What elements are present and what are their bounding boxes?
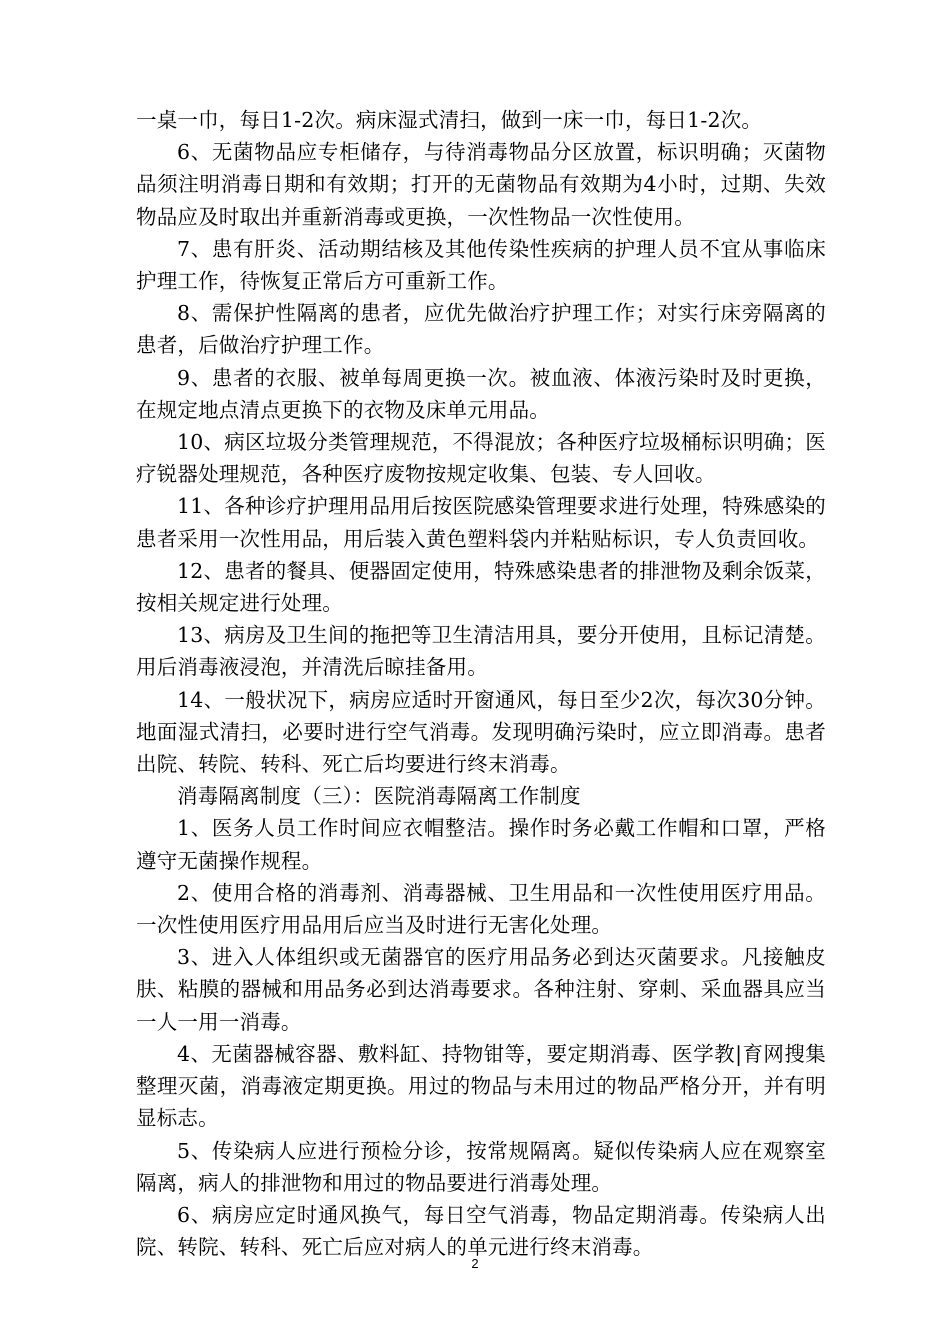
paragraph-rule-6-ward-ventilation: 6、病房应定时通风换气，每日空气消毒，物品定期消毒。传染病人出院、转院、转科、死亡后应对病人的单元进行终末消毒。 <box>136 1202 826 1260</box>
document-body <box>136 104 826 1263</box>
paragraph-continuation: 一桌一巾，每日1-2次。病床湿式清扫，做到一床一巾，每日1-2次。 <box>136 108 763 132</box>
paragraph-item-9-linen-change: 9、患者的衣服、被单每周更换一次。被血液、体液污染时及时更换，在规定地点清点更换下的衣物及床单元用品。 <box>136 365 826 422</box>
paragraph-item-13-cleaning-tools: 13、病房及卫生间的拖把等卫生清洁用具，要分开使用，且标记清楚。用后消毒液浸泡，并清洗后晾挂备用。 <box>136 623 826 680</box>
paragraph-rule-1-attire: 1、医务人员工作时间应衣帽整洁。操作时务必戴工作帽和口罩，严格遵守无菌操作规程。 <box>136 816 826 873</box>
paragraph-item-14-ventilation: 14、一般状况下，病房应适时开窗通风，每日至少2次，每次30分钟。地面湿式清扫，必要时进行空气消毒。发现明确污染时，应立即消毒。患者出院、转院、转科、死亡后均要进行终末消毒。 <box>136 687 826 777</box>
section-heading-part-three: 消毒隔离制度（三）：医院消毒隔离工作制度 <box>177 784 581 809</box>
paragraph-item-11-nursing-supplies: 11、各种诊疗护理用品用后按医院感染管理要求进行处理，特殊感染的患者采用一次性用品，用后装入黄色塑料袋内并粘贴标识，专人负责回收。 <box>136 494 826 551</box>
paragraph-item-8-protective-isolation: 8、需保护性隔离的患者，应优先做治疗护理工作；对实行床旁隔离的患者，后做治疗护理工作。 <box>136 301 826 358</box>
page-number: 2 <box>471 1256 479 1271</box>
paragraph-rule-3-sterilization: 3、进入人体组织或无菌器官的医疗用品务必到达灭菌要求。凡接触皮肤、粘膜的器械和用品务必到达消毒要求。各种注射、穿刺、采血器具应当一人一用一消毒。 <box>136 945 826 1034</box>
paragraph-rule-2-supplies: 2、使用合格的消毒剂、消毒器械、卫生用品和一次性使用医疗用品。一次性使用医疗用品用后应当及时进行无害化处理。 <box>136 880 826 938</box>
paragraph-rule-5-triage: 5、传染病人应进行预检分诊，按常规隔离。疑似传染病人应在观察室隔离，病人的排泄物和用过的物品要进行消毒处理。 <box>136 1138 826 1195</box>
paragraph-item-12-tableware: 12、患者的餐具、便器固定使用，特殊感染患者的排泄物及剩余饭菜，按相关规定进行处理。 <box>136 558 826 616</box>
paragraph-rule-4-containers: 4、无菌器械容器、敷料缸、持物钳等，要定期消毒、医学教|育网搜集整理灭菌，消毒液定期更换。用过的物品与未用过的物品严格分开，并有明显标志。 <box>136 1041 826 1131</box>
paragraph-item-6-sterile-storage: 6、无菌物品应专柜储存，与待消毒物品分区放置，标识明确；灭菌物品须注明消毒日期和有效期；打开的无菌物品有效期为4小时，过期、失效物品应及时取出并重新消毒或更换，一次性物品一次性使用。 <box>136 140 826 229</box>
paragraph-item-7-infectious-staff: 7、患有肝炎、活动期结核及其他传染性疾病的护理人员不宜从事临床护理工作，待恢复正常后方可重新工作。 <box>136 236 826 294</box>
paragraph-item-10-waste-sorting: 10、病区垃圾分类管理规范，不得混放；各种医疗垃圾桶标识明确；医疗锐器处理规范，各种医疗废物按规定收集、包装、专人回收。 <box>136 430 826 487</box>
